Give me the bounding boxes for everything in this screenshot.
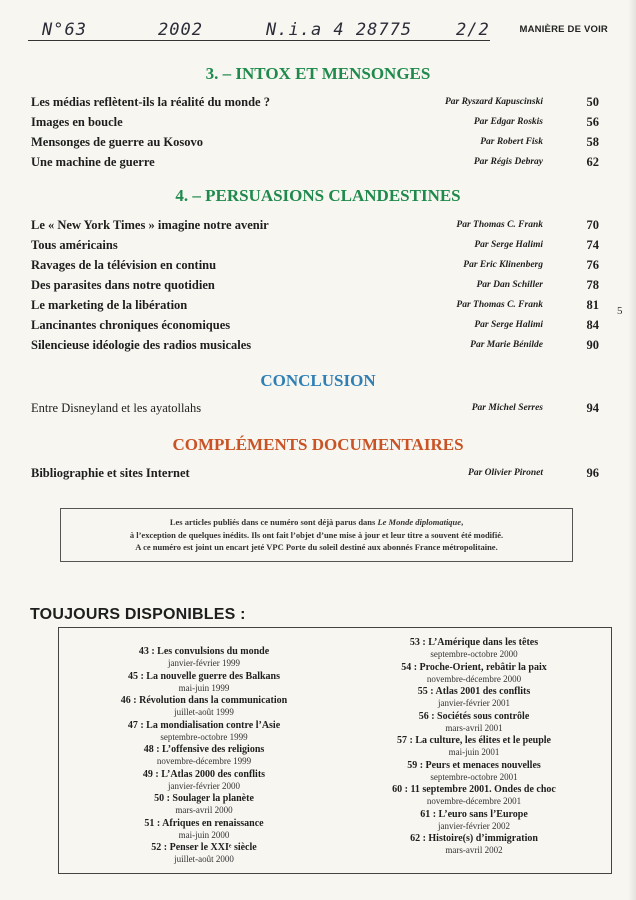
toc-article-title: Les médias reflètent-ils la réalité du monde ? [31,95,270,109]
toc-page-number: 81 [586,298,599,312]
toc-page-number: 94 [586,401,599,415]
toc-article-title: Mensonges de guerre au Kosovo [31,135,203,149]
toc-row[interactable] [31,235,599,255]
toc-author: Par Régis Debray [473,157,543,167]
toc-article-title: Des parasites dans notre quotidien [31,278,215,292]
issue-item[interactable] [344,833,604,858]
issue-title: 62 : Histoire(s) d’immigration [410,833,538,844]
issue-title: 59 : Peurs et menaces nouvelles [407,759,541,771]
toc-row[interactable] [31,152,599,172]
notice-publication-name: Le Monde diplomatique [377,517,462,527]
toc-page-number: 56 [586,115,599,129]
toc-page-number: 76 [586,258,599,272]
issue-title: 52 : Penser le XXIᵉ siècle [151,842,257,853]
issue-item[interactable] [74,671,334,696]
toc-row[interactable] [31,112,599,132]
issue-date: mars-avril 2002 [445,845,503,855]
toc-author: Par Olivier Pironet [468,468,543,478]
issue-item[interactable] [74,695,334,720]
toc-author: Par Serge Halimi [474,320,543,330]
toc-page-number: 90 [586,338,599,352]
section-title-persuasions: 4. – PERSUASIONS CLANDESTINES [175,186,461,205]
section-title-intox: 3. – INTOX ET MENSONGES [205,64,431,83]
issue-item[interactable] [344,784,604,809]
toc-list-persuasions [31,215,599,355]
toc-page-number: 58 [586,135,599,149]
issue-title: 51 : Afriques en renaissance [144,817,264,829]
section-title-conclusion: CONCLUSION [260,371,376,390]
toc-page-number: 50 [586,95,599,109]
toc-row[interactable] [31,132,599,152]
section-title-complements: COMPLÉMENTS DOCUMENTAIRES [172,435,464,454]
issue-item[interactable] [344,637,604,662]
available-issues-left [74,646,334,867]
toc-page-number: 96 [586,466,599,480]
toc-article-title: Entre Disneyland et les ayatollahs [31,401,202,415]
handwritten-fraction: 2/2 [456,20,490,40]
toc-article-title: Le marketing de la libération [31,298,188,312]
issue-title: 47 : La mondialisation contre l’Asie [127,719,281,731]
toc-row[interactable] [31,398,599,418]
issue-title: 53 : L’Amérique dans les têtes [409,637,539,648]
toc-article-title: Tous américains [31,238,118,252]
issue-date: novembre-décembre 2001 [426,796,522,806]
toc-row[interactable] [31,92,599,112]
issue-item[interactable] [344,760,604,785]
available-issues-right [344,637,604,858]
issue-title: 49 : L’Atlas 2000 des conflits [142,768,266,780]
issue-date: septembre-octobre 1999 [160,731,248,742]
notice-line-2: à l’exception de quelques inédits. Ils ont fait l’objet d’une mise à jour et leur titre a souvent été modifié. [129,529,504,540]
issue-date: janvier-février 2002 [437,820,511,831]
header-rule [28,40,490,41]
toc-author: Par Dan Schiller [476,280,543,290]
issue-title: 57 : La culture, les élites et le peuple [397,735,551,746]
notice-line-1 [61,516,572,529]
issue-item[interactable] [344,735,604,760]
issue-item[interactable] [74,818,334,843]
issue-date: mai-juin 1999 [178,682,230,693]
issue-date: mai-juin 2000 [178,829,230,840]
issue-title: 50 : Soulager la planète [154,793,254,804]
issue-date: juillet-août 2000 [174,854,234,864]
issue-item[interactable] [74,842,334,867]
issue-title: 45 : La nouvelle guerre des Balkans [127,670,281,682]
issue-item[interactable] [74,793,334,818]
issue-title: 61 : L’euro sans l’Europe [420,808,528,820]
issue-date: septembre-octobre 2001 [430,771,518,782]
toc-article-title: Lancinantes chroniques économiques [31,318,231,332]
toc-article-title: Le « New York Times » imagine notre avenir [31,218,269,232]
issue-item[interactable] [344,711,604,736]
toc-author: Par Marie Bénilde [470,340,543,350]
toc-list-complements [31,463,599,483]
issue-date: janvier-février 2001 [437,698,511,708]
toc-article-title: Bibliographie et sites Internet [31,466,190,480]
toc-row[interactable] [31,463,599,483]
handwritten-year: 2002 [158,20,203,40]
issue-title: 54 : Proche-Orient, rebâtir la paix [401,661,547,673]
issue-title: 46 : Révolution dans la communication [120,695,288,706]
issue-date: janvier-février 1999 [167,658,241,668]
notice-text: Les articles publiés dans ce numéro sont déjà parus dans [169,517,378,527]
issue-date: mars-avril 2001 [445,722,503,733]
issue-date: septembre-octobre 2000 [430,649,518,659]
issue-date: mars-avril 2000 [175,805,233,815]
issue-title: 56 : Sociétés sous contrôle [418,710,530,722]
issue-item[interactable] [344,686,604,711]
toc-list-conclusion [31,398,599,418]
toc-row[interactable] [31,295,599,315]
issue-item[interactable] [344,809,604,834]
notice-line-3: A ce numéro est joint un encart jeté VPC Porte du soleil destiné aux abonnés France métropolitaine. [135,542,498,552]
issue-date: mai-juin 2001 [448,747,500,757]
toc-row[interactable] [31,215,599,235]
issue-title: 60 : 11 septembre 2001. Ondes de choc [392,784,556,795]
handwritten-reference: N.i.a 4 28775 [266,20,413,40]
toc-row[interactable] [31,275,599,295]
toc-author: Par Thomas C. Frank [456,300,543,310]
toc-list-intox [31,92,599,172]
notice-text: , [461,517,464,527]
header [28,20,608,44]
issue-date: novembre-décembre 1999 [156,756,252,766]
issue-title: 48 : L’offensive des religions [143,744,265,755]
toc-article-title: Images en boucle [31,115,123,129]
toc-author: Par Eric Klinenberg [463,260,543,270]
issue-date: novembre-décembre 2000 [426,673,522,684]
toc-author: Par Thomas C. Frank [456,220,543,230]
issue-item[interactable] [74,769,334,794]
issue-item[interactable] [74,646,334,671]
toc-author: Par Ryszard Kapuscinski [444,97,543,107]
toc-page-number: 84 [586,318,599,332]
available-title: TOUJOURS DISPONIBLES : [30,606,246,623]
issue-date: janvier-février 2000 [167,780,241,791]
handwritten-issue-number: N°63 [42,20,87,40]
toc-page-number: 74 [586,238,599,252]
margin-page-folio: 5 [617,305,623,317]
toc-page-number: 62 [586,155,599,169]
toc-article-title: Silencieuse idéologie des radios musicales [31,338,252,352]
toc-row[interactable] [31,255,599,275]
toc-page-number: 78 [586,278,599,292]
toc-author: Par Edgar Roskis [473,117,543,127]
toc-row[interactable] [31,335,599,355]
toc-page-number: 70 [586,218,599,232]
issue-item[interactable] [74,720,334,745]
toc-article-title: Une machine de guerre [31,155,155,169]
toc-article-title: Ravages de la télévision en continu [31,258,217,272]
toc-author: Par Serge Halimi [474,240,543,250]
issue-item[interactable] [74,744,334,769]
toc-row[interactable] [31,315,599,335]
issue-title: 43 : Les convulsions du monde [138,646,270,657]
toc-author: Par Michel Serres [471,403,543,413]
issue-date: juillet-août 1999 [174,707,234,717]
brand-title: MANIÈRE DE VOIR [519,24,608,35]
notice-box [60,508,573,562]
issue-item[interactable] [344,662,604,687]
issue-title: 55 : Atlas 2001 des conflits [417,686,531,697]
toc-author: Par Robert Fisk [480,137,543,147]
